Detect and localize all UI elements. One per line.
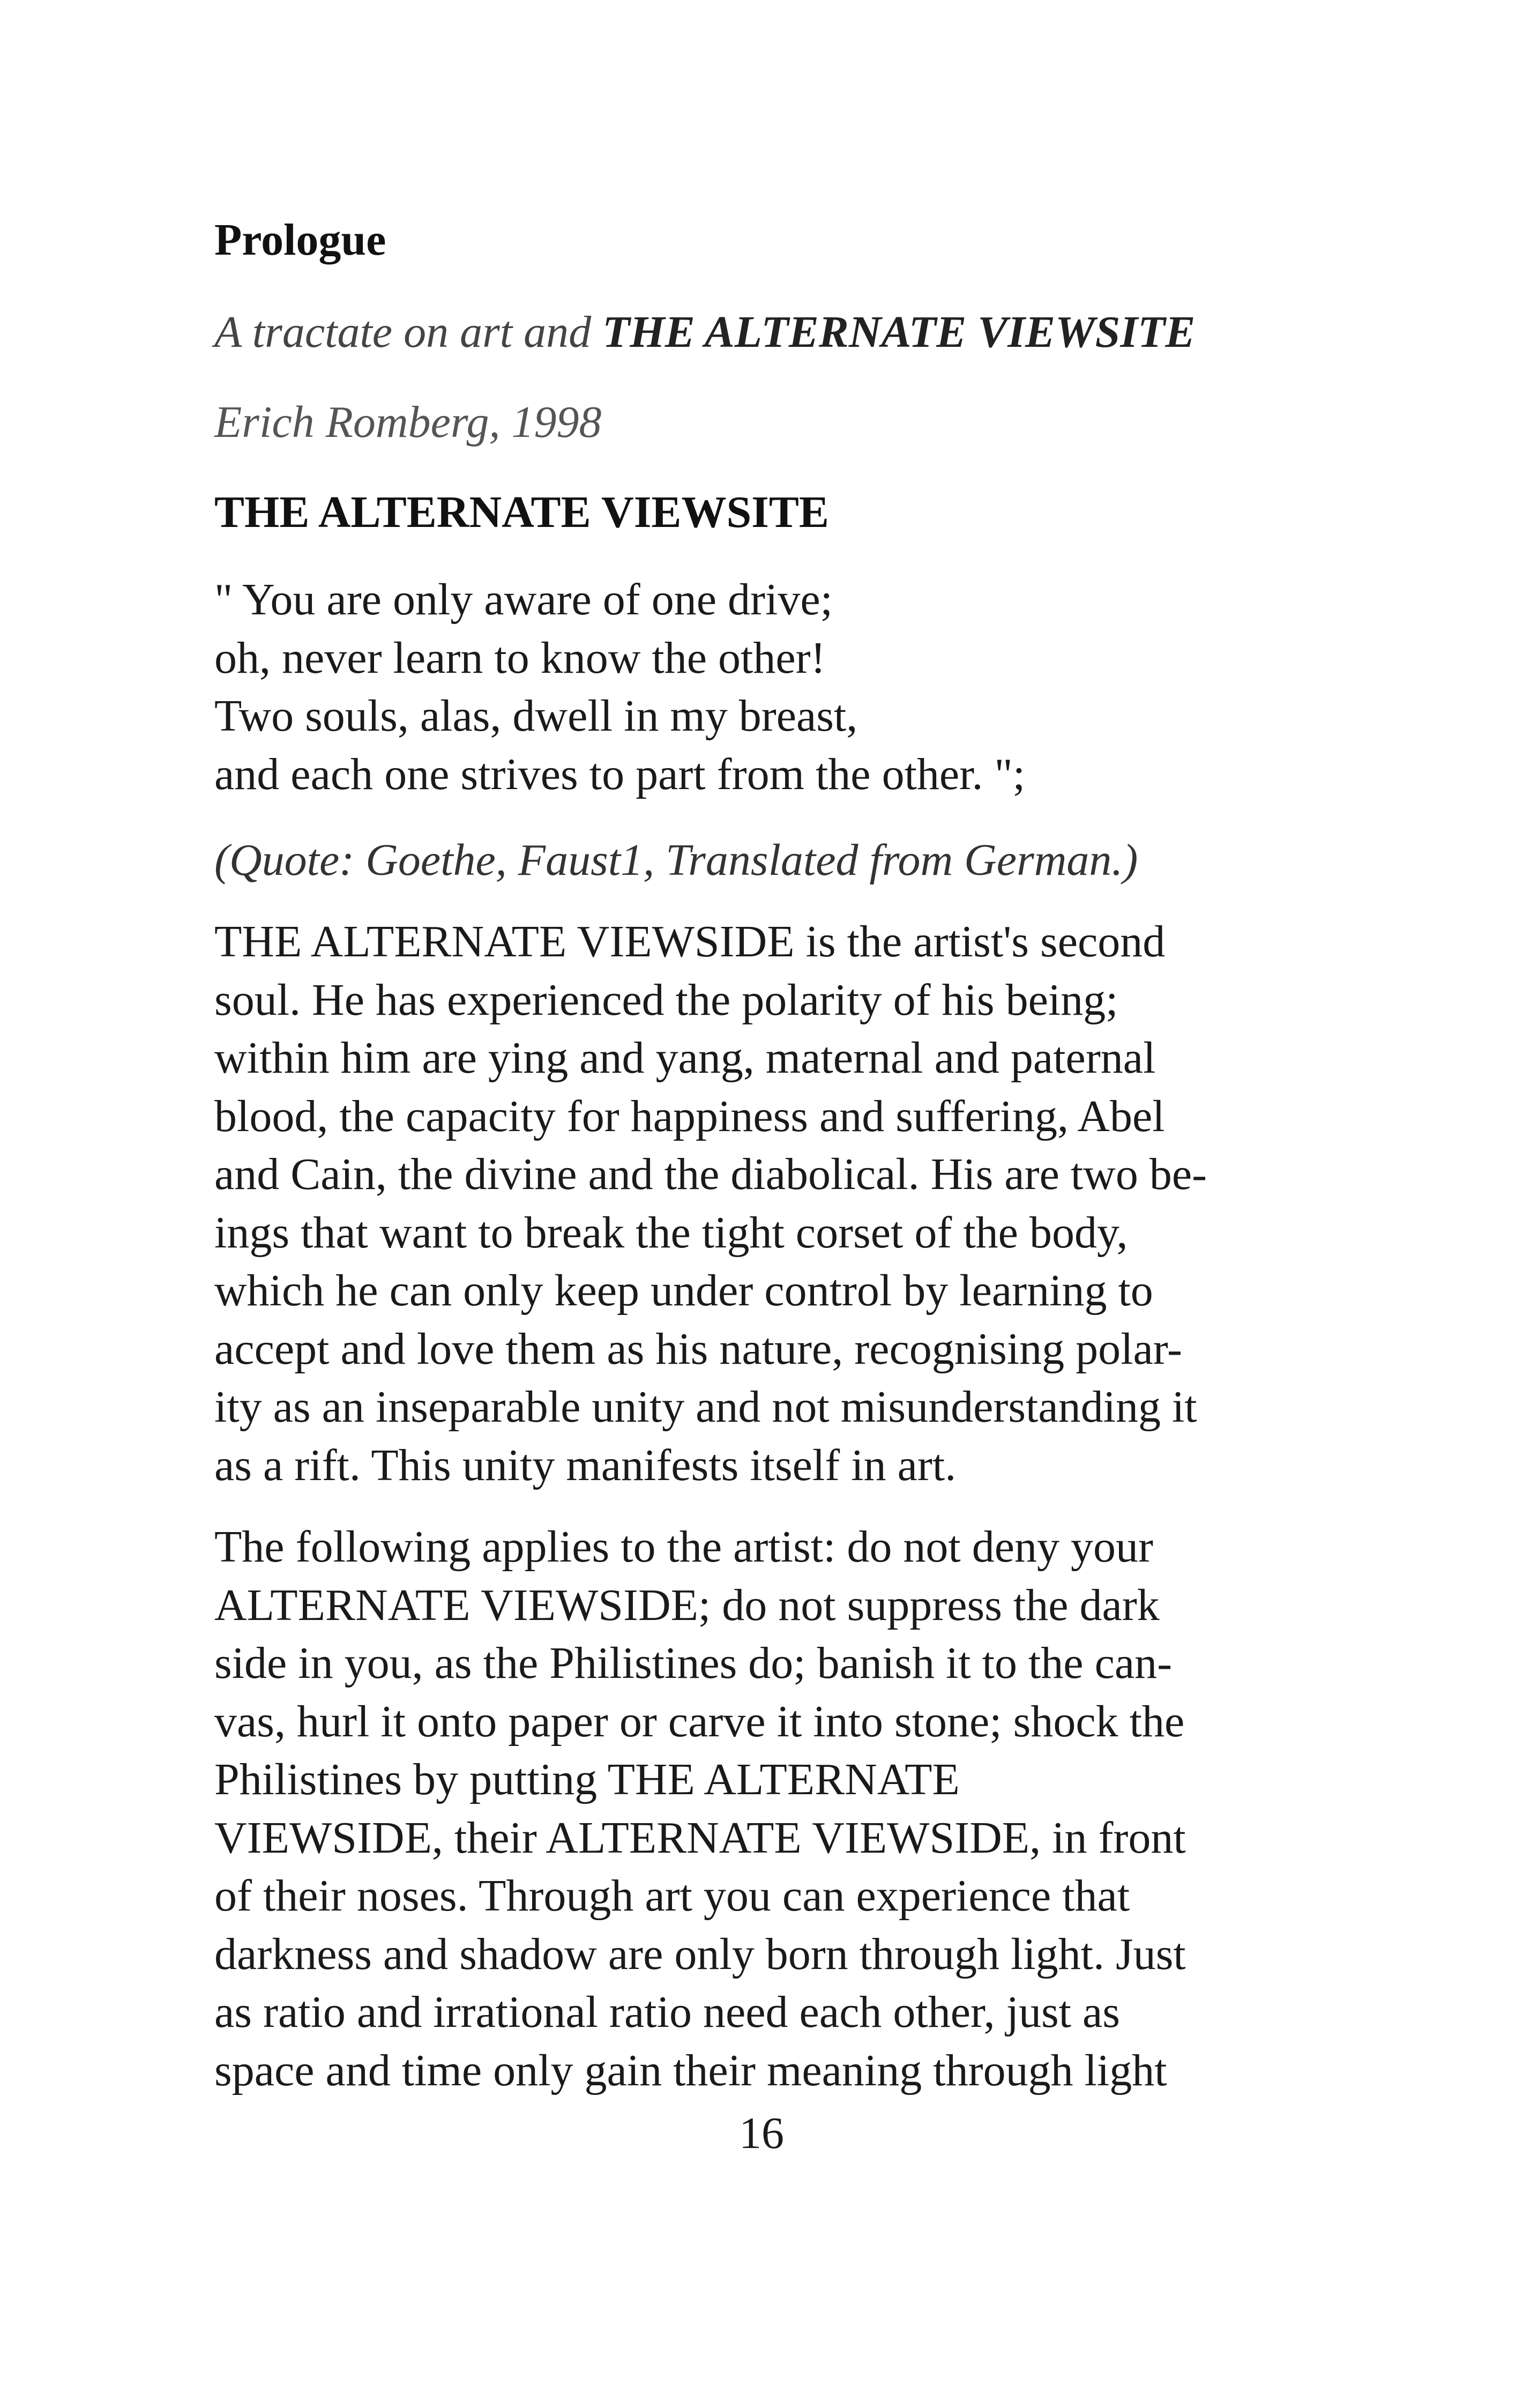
paragraph-line: accept and love them as his nature, recognising polar- [214, 1324, 1182, 1374]
subtitle-emphasis: THE ALTERNATE VIEWSITE [602, 307, 1196, 357]
paragraph-line: which he can only keep under control by learning to [214, 1266, 1153, 1316]
paragraph-line: space and time only gain their meaning through light [214, 2045, 1167, 2095]
paragraph-line: vas, hurl it onto paper or carve it into stone; shock the [214, 1696, 1185, 1746]
paragraph-line: soul. He has experienced the polarity of his being; [214, 975, 1118, 1025]
subtitle-lead: A tractate on art and [214, 307, 603, 357]
quote-citation: (Quote: Goethe, Faust1, Translated from German.) [214, 835, 1138, 885]
paragraph-line: within him are ying and yang, maternal and paternal [214, 1033, 1156, 1083]
author-line: Erich Romberg, 1998 [214, 397, 602, 447]
paragraph-line: and Cain, the divine and the diabolical. His are two be- [214, 1149, 1207, 1199]
page-heading: Prologue [214, 215, 386, 265]
paragraph-line: darkness and shadow are only born through light. Just [214, 1929, 1186, 1979]
paragraph-line: Philistines by putting THE ALTERNATE [214, 1755, 960, 1804]
paragraph-line: ity as an inseparable unity and not misunderstanding it [214, 1382, 1197, 1432]
paragraph-line: ings that want to break the tight corset of the body, [214, 1207, 1128, 1258]
quote-line: " You are only aware of one drive; [214, 575, 833, 625]
paragraph-line: VIEWSIDE, their ALTERNATE VIEWSIDE, in front [214, 1812, 1186, 1863]
paragraph-line: The following applies to the artist: do not deny your [214, 1522, 1154, 1572]
paragraph-line: side in you, as the Philistines do; banish it to the can- [214, 1638, 1173, 1688]
paragraph-line: THE ALTERNATE VIEWSIDE is the artist's second [214, 917, 1166, 967]
quote-line: Two souls, alas, dwell in my breast, [214, 691, 858, 741]
subtitle [214, 306, 1313, 359]
paragraph-line: as ratio and irrational ratio need each other, just as [214, 1987, 1120, 2037]
paragraph-2 [214, 1518, 1313, 2100]
quote-line: and each one strives to part from the other. "; [214, 749, 1026, 799]
paragraph-line: blood, the capacity for happiness and suffering, Abel [214, 1091, 1165, 1141]
paragraph-line: ALTERNATE VIEWSIDE; do not suppress the dark [214, 1580, 1160, 1630]
section-title: THE ALTERNATE VIEWSITE [214, 487, 829, 537]
paragraph-line: as a rift. This unity manifests itself in art. [214, 1440, 957, 1490]
quote-line: oh, never learn to know the other! [214, 633, 826, 683]
goethe-quote [214, 571, 1313, 804]
paragraph-line: of their noses. Through art you can experience that [214, 1871, 1130, 1921]
paragraph-1 [214, 913, 1313, 1495]
page-number: 16 [739, 2108, 784, 2158]
